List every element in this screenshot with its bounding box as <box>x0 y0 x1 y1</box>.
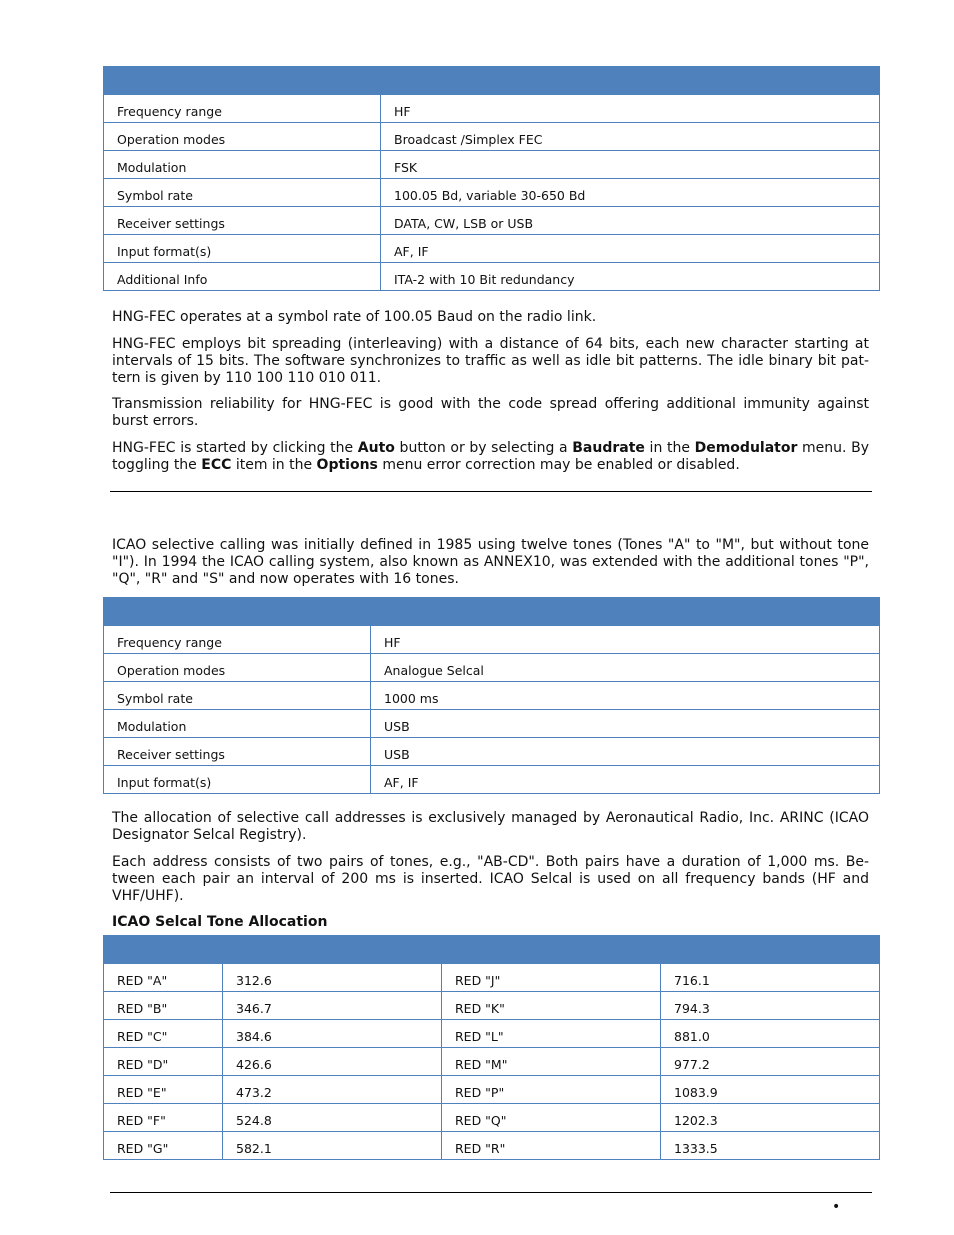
text-run: HNG-FEC is started by clicking the <box>112 440 358 456</box>
ecc-keyword: ECC <box>201 457 232 473</box>
text-run: in the <box>644 440 695 456</box>
tone-allocation-table <box>103 935 880 1160</box>
hng-paragraph-start-instructions <box>112 440 869 474</box>
table-row <box>104 682 880 710</box>
tone-frequency: 384.6 <box>223 1020 442 1048</box>
tone-frequency: 794.3 <box>661 992 880 1020</box>
table-header <box>104 936 880 964</box>
table-row <box>104 123 880 151</box>
text-run: menu. By toggling the <box>112 440 869 473</box>
table-row <box>104 992 880 1020</box>
table-row <box>104 964 880 992</box>
tone-frequency: 582.1 <box>223 1132 442 1160</box>
hng-fec-parameter-table <box>103 66 880 291</box>
param-label: Input format(s) <box>104 235 381 263</box>
param-value: USB <box>371 710 880 738</box>
table-row <box>104 1132 880 1160</box>
table-row <box>104 151 880 179</box>
tone-name: RED "K" <box>442 992 661 1020</box>
auto-keyword: Auto <box>357 440 395 456</box>
param-label: Frequency range <box>104 95 381 123</box>
param-value: ITA-2 with 10 Bit redundancy <box>381 263 880 291</box>
table-row <box>104 263 880 291</box>
param-label: Receiver settings <box>104 207 381 235</box>
tone-frequency: 1333.5 <box>661 1132 880 1160</box>
param-label: Operation modes <box>104 654 371 682</box>
text-run: item in the <box>231 457 317 473</box>
footer-divider <box>110 1192 872 1193</box>
param-value: Analogue Selcal <box>371 654 880 682</box>
param-value: HF <box>381 95 880 123</box>
param-value: AF, IF <box>371 766 880 794</box>
demodulator-keyword: Demodulator <box>694 440 798 456</box>
tone-name: RED "P" <box>442 1076 661 1104</box>
tone-frequency: 524.8 <box>223 1104 442 1132</box>
table-row <box>104 654 880 682</box>
table-header-row <box>104 598 880 626</box>
options-keyword: Options <box>316 457 378 473</box>
table-row <box>104 1048 880 1076</box>
table-row <box>104 235 880 263</box>
tone-frequency: 881.0 <box>661 1020 880 1048</box>
param-value: DATA, CW, LSB or USB <box>381 207 880 235</box>
icao-selcal-parameter-table <box>103 597 880 794</box>
table-row <box>104 179 880 207</box>
icao-allocation-paragraph: The allocation of selective call addresses is exclusively managed by Aeronautical Radio, Inc. ARINC (ICAO Designator Selcal Registry). <box>112 810 869 843</box>
tone-name: RED "D" <box>104 1048 223 1076</box>
tone-name: RED "M" <box>442 1048 661 1076</box>
tone-name: RED "A" <box>104 964 223 992</box>
tone-name: RED "G" <box>104 1132 223 1160</box>
tone-frequency: 1202.3 <box>661 1104 880 1132</box>
param-label: Modulation <box>104 151 381 179</box>
table-row <box>104 1076 880 1104</box>
param-label: Modulation <box>104 710 371 738</box>
tone-name: RED "Q" <box>442 1104 661 1132</box>
hng-paragraph-reliability: Transmission reliability for HNG-FEC is good with the code spread offering additional immunity against burst errors. <box>112 396 869 429</box>
table-row <box>104 207 880 235</box>
icao-address-paragraph: Each address consists of two pairs of tones, e.g., "AB-CD". Both pairs have a duration of 1,000 ms. Be-tween each pair an interval of 200 ms is inserted. ICAO Selcal is used on all frequency bands (HF and VHF/UHF). <box>112 854 869 904</box>
text-run: button or by selecting a <box>394 440 573 456</box>
icao-intro-paragraph: ICAO selective calling was initially defined in 1985 using twelve tones (Tones "A" to "M", but without tone "I"). In 1994 the ICAO calling system, also known as ANNEX10, was extended with the additional tones "P", "Q", "R" and "S" and now operates with 16 tones. <box>112 537 869 587</box>
tone-frequency: 1083.9 <box>661 1076 880 1104</box>
param-label: Operation modes <box>104 123 381 151</box>
tone-name: RED "J" <box>442 964 661 992</box>
table-header <box>104 598 371 626</box>
baudrate-keyword: Baudrate <box>572 440 645 456</box>
tone-name: RED "B" <box>104 992 223 1020</box>
param-value: Broadcast /Simplex FEC <box>381 123 880 151</box>
table-header <box>104 67 880 95</box>
param-value: FSK <box>381 151 880 179</box>
tone-frequency: 473.2 <box>223 1076 442 1104</box>
param-label: Symbol rate <box>104 682 371 710</box>
param-value: 1000 ms <box>371 682 880 710</box>
param-value: AF, IF <box>381 235 880 263</box>
param-value: HF <box>371 626 880 654</box>
tone-allocation-heading: ICAO Selcal Tone Allocation <box>112 914 328 930</box>
tone-name: RED "R" <box>442 1132 661 1160</box>
tone-frequency: 346.7 <box>223 992 442 1020</box>
param-label: Receiver settings <box>104 738 371 766</box>
footer-bullet: • <box>832 1199 841 1215</box>
table-header-row <box>104 67 880 95</box>
tone-name: RED "E" <box>104 1076 223 1104</box>
table-row <box>104 1104 880 1132</box>
section-divider <box>110 491 872 492</box>
tone-frequency: 312.6 <box>223 964 442 992</box>
tone-name: RED "C" <box>104 1020 223 1048</box>
param-value: 100.05 Bd, variable 30-650 Bd <box>381 179 880 207</box>
tone-frequency: 716.1 <box>661 964 880 992</box>
table-row <box>104 1020 880 1048</box>
hng-paragraph-symbol-rate: HNG-FEC operates at a symbol rate of 100.05 Baud on the radio link. <box>112 309 597 325</box>
table-row <box>104 738 880 766</box>
table-row <box>104 710 880 738</box>
tone-name: RED "F" <box>104 1104 223 1132</box>
tone-frequency: 426.6 <box>223 1048 442 1076</box>
tone-name: RED "L" <box>442 1020 661 1048</box>
param-label: Additional Info <box>104 263 381 291</box>
param-value: USB <box>371 738 880 766</box>
table-row <box>104 766 880 794</box>
hng-paragraph-interleaving: HNG-FEC employs bit spreading (interleaving) with a distance of 64 bits, each new character starting at intervals of 15 bits. The software synchronizes to traffic as well as idle bit patterns. The idle binary bit pat-tern is given by 110 100 110 010 011. <box>112 336 869 386</box>
param-label: Symbol rate <box>104 179 381 207</box>
table-row <box>104 95 880 123</box>
text-run: menu error correction may be enabled or disabled. <box>377 457 740 473</box>
table-row <box>104 626 880 654</box>
tone-frequency: 977.2 <box>661 1048 880 1076</box>
param-label: Frequency range <box>104 626 371 654</box>
table-header-row <box>104 936 880 964</box>
param-label: Input format(s) <box>104 766 371 794</box>
table-header <box>371 598 880 626</box>
